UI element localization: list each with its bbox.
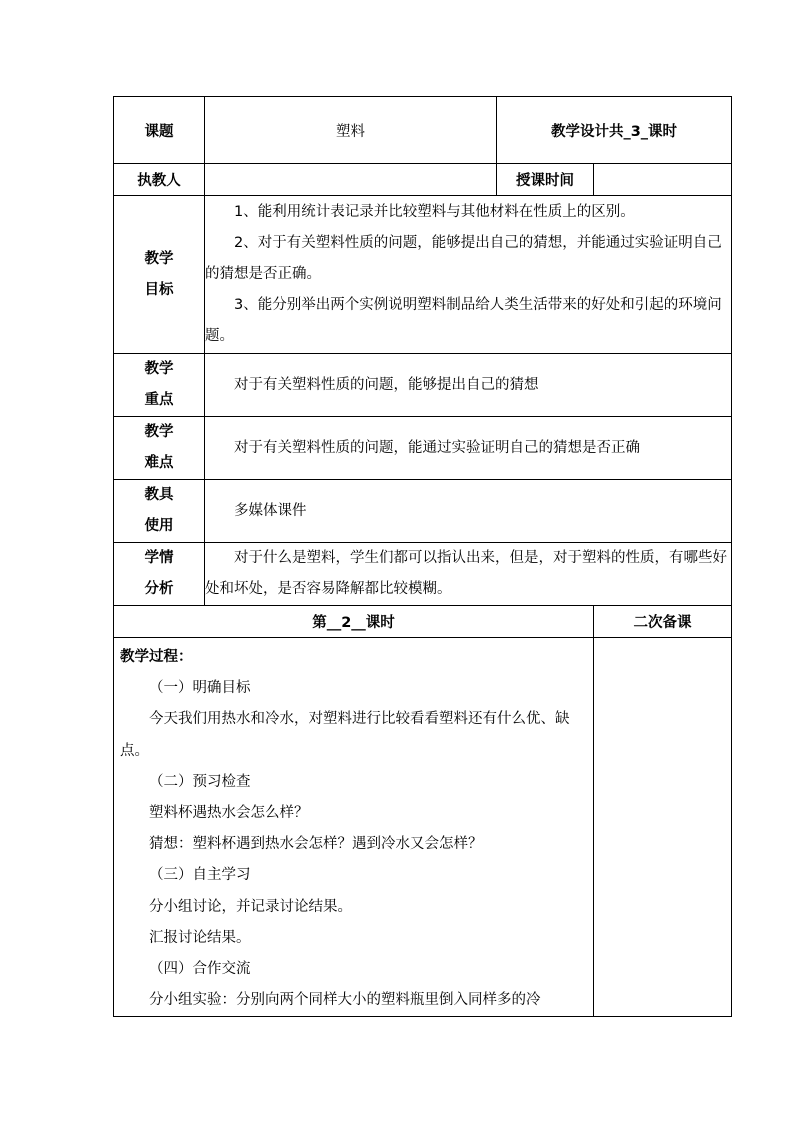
analysis-row xyxy=(114,543,732,606)
goals-content xyxy=(205,196,732,354)
goal-item-1: 1、能利用统计表记录并比较塑料与其他材料在性质上的区别。 xyxy=(234,204,635,220)
key-points-text: 对于有关塑料性质的问题，能够提出自己的猜想 xyxy=(234,376,539,393)
topic-value: 塑料 xyxy=(205,97,497,164)
teacher-row xyxy=(114,164,732,196)
analysis-label xyxy=(114,543,205,606)
goal-item-2: 2、对于有关塑料性质的问题，能够提出自己的猜想，并能通过实验证明自己的猜想是否正确。 xyxy=(205,235,722,282)
second-prep-cell[interactable] xyxy=(594,638,732,1017)
difficulties-text: 对于有关塑料性质的问题，能通过实验证明自己的猜想是否正确 xyxy=(234,439,640,456)
step3-line2: 汇报讨论结果。 xyxy=(149,929,251,946)
key-points-content xyxy=(205,354,732,417)
design-total: 教学设计共_3_课时 xyxy=(497,97,732,164)
analysis-label-line1: 学情 xyxy=(144,550,174,566)
time-value[interactable] xyxy=(594,164,732,196)
tools-row xyxy=(114,480,732,543)
tools-label xyxy=(114,480,205,543)
step3-title: （三）自主学习 xyxy=(149,867,251,884)
difficulties-label-line2: 难点 xyxy=(144,455,174,471)
analysis-text: 对于什么是塑料，学生们都可以指认出来，但是，对于塑料的性质，有哪些好处和坏处，是否容易降解都比较模糊。 xyxy=(205,550,727,597)
process-content xyxy=(114,638,594,1017)
key-points-label-line1: 教学 xyxy=(144,361,174,377)
key-points-row xyxy=(114,354,732,417)
difficulties-label xyxy=(114,417,205,480)
lesson-plan-table xyxy=(113,96,732,1017)
key-points-label-line2: 重点 xyxy=(144,392,174,408)
second-prep-label: 二次备课 xyxy=(594,606,732,638)
analysis-label-line2: 分析 xyxy=(144,581,174,597)
session-title: 第__2__课时 xyxy=(114,606,594,638)
goals-label xyxy=(114,196,205,354)
step2-title: （二）预习检查 xyxy=(149,773,251,790)
step3-line1: 分小组讨论，并记录讨论结果。 xyxy=(149,898,352,915)
tools-content xyxy=(205,480,732,543)
step4-line1: 分小组实验：分别向两个同样大小的塑料瓶里倒入同样多的冷 xyxy=(149,992,541,1009)
difficulties-label-line1: 教学 xyxy=(144,424,174,440)
step2-line2: 猜想：塑料杯遇到热水会怎样？遇到冷水又会怎样？ xyxy=(149,836,483,853)
goals-label-line2: 目标 xyxy=(144,281,174,298)
goal-item-3: 3、能分别举出两个实例说明塑料制品给人类生活带来的好处和引起的环境问题。 xyxy=(205,297,722,344)
step1-title: （一）明确目标 xyxy=(149,680,251,697)
goals-label-line1: 教学 xyxy=(144,250,174,267)
tools-label-line1: 教具 xyxy=(144,487,174,503)
session-header-row xyxy=(114,606,732,638)
teacher-value[interactable] xyxy=(205,164,497,196)
teacher-label: 执教人 xyxy=(114,164,205,196)
process-row xyxy=(114,638,732,1017)
step4-title: （四）合作交流 xyxy=(149,961,251,978)
step1-text: 今天我们用热水和冷水，对塑料进行比较看看塑料还有什么优、缺点。 xyxy=(120,711,570,759)
analysis-content xyxy=(205,543,732,606)
step2-line1: 塑料杯遇热水会怎么样？ xyxy=(149,805,309,822)
key-points-label xyxy=(114,354,205,417)
time-label: 授课时间 xyxy=(497,164,594,196)
goals-row xyxy=(114,196,732,354)
tools-label-line2: 使用 xyxy=(144,518,174,534)
process-heading: 教学过程： xyxy=(120,649,193,665)
topic-row xyxy=(114,97,732,164)
difficulties-row xyxy=(114,417,732,480)
tools-text: 多媒体课件 xyxy=(234,502,307,519)
topic-label: 课题 xyxy=(114,97,205,164)
difficulties-content xyxy=(205,417,732,480)
